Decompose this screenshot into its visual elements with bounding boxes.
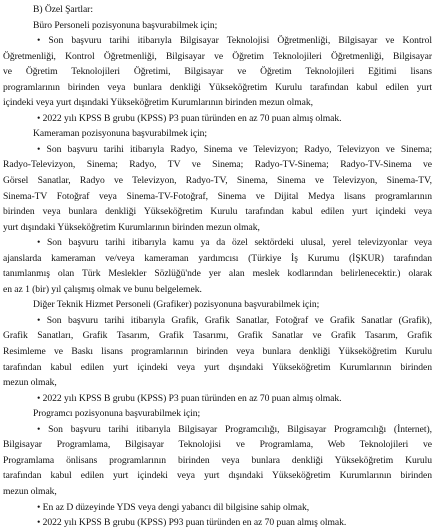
text-line: mezun olmak,	[3, 377, 57, 389]
text-line: tarafından kabul edilen yurt içindeki veya yurt dışındaki Yükseköğretim Kurumlarının birinden	[3, 470, 432, 482]
text-line: • Son başvuru tarihi itibarıyla Radyo, Sinema ve Televizyon; Radyo, Televizyon ve Sinema;	[37, 143, 432, 155]
document-body	[3, 18, 432, 531]
text-line: tarafından kabul edilen yurt içindeki veya yurt dışındaki Yükseköğretim Kurumlarının birinden	[3, 361, 432, 373]
text-line: • Son başvuru tarihi itibarıyla Grafik, Grafik Sanatlar, Fotoğraf ve Grafik Sanatlar (Grafik),	[37, 314, 432, 326]
text-line: ajanslarda kameraman ve/veya kameraman yardımcısı (Türkiye İş Kurumu (İŞKUR) tarafından	[3, 252, 432, 264]
text-line: içindeki veya yurt dışındaki Yükseköğretim Kurumlarının birinden mezun olmak,	[3, 97, 313, 109]
text-line: Radyo-Televizyon, Sinema; Radyo, TV ve Sinema; Radyo-TV-Sinema; Radyo-TV-Sinema ve	[3, 159, 432, 171]
text-line: Bilgisayar Programlama, Bilgisayar Teknolojisi ve Programlama, Web Teknolojileri ve	[3, 439, 432, 451]
text-line: Diğer Teknik Hizmet Personeli (Grafiker) pozisyonuna başvurabilmek için;	[33, 299, 320, 311]
text-line: Resimleme ve Baskı lisans programlarının birinden veya bunlara denkliği Yükseköğretim Kurulu	[3, 346, 432, 358]
text-line: Sinema-TV Fotoğraf veya Sinema-TV-Fotoğraf, Sinema ve Dijital Medya lisans programlarının	[3, 190, 432, 202]
text-line: yurt dışındaki Yükseköğretim Kurumlarının birinden mezun olmak,	[3, 221, 260, 233]
text-line: • Son başvuru tarihi itibarıyla Bilgisayar Teknolojisi Öğretmenliği, Bilgisayar ve Kontrol	[37, 35, 432, 47]
text-line: Grafik Sanatları, Grafik Tasarım, Grafik Tasarımı, Grafik Sanatlar ve Grafik Tasarım, Grafik	[3, 330, 432, 342]
text-line: • En az D düzeyinde YDS veya dengi yabancı dil bilgisine sahip olmak,	[37, 501, 310, 513]
text-line: ve Öğretim Teknolojileri Öğretimi, Bilgisayar ve Öğretim Teknolojileri Eğitimi lisans	[3, 66, 432, 78]
text-line: tanımlanmış olan Türk Meslekler Sözlüğü'nde yer alan meslek kodlarından belirlenecektir.) olarak	[3, 268, 432, 280]
text-line: Öğretmenliği, Kontrol Öğretmenliği, Bilgisayar ve Öğretim Teknolojileri Öğretmenliği, Bilgisayar	[3, 50, 432, 62]
text-line: • 2022 yılı KPSS B grubu (KPSS) P93 puan türünden en az 70 puan almış olmak.	[37, 517, 347, 529]
text-line: Programcı pozisyonuna başvurabilmek için;	[33, 408, 201, 420]
text-line: Programlama önlisans programlarının birinden veya bunlara denkliği Yükseköğretim Kurulu	[3, 454, 432, 466]
text-line: • Son başvuru tarihi itibarıyla Bilgisayar Programcılığı, Bilgisayar Programcılığı (İnternet),	[37, 423, 432, 435]
text-line: Büro Personeli pozisyonuna başvurabilmek için;	[33, 19, 218, 31]
section-heading: B) Özel Şartlar:	[33, 4, 93, 15]
text-line: Kameraman pozisyonuna başvurabilmek için;	[33, 128, 208, 140]
text-line: mezun olmak,	[3, 485, 57, 497]
text-line: en az 1 (bir) yıl çalışmış olmak ve bunu belgelemek.	[3, 283, 202, 295]
text-line: birinden veya bunlara denkliği Yükseköğretim Kurulu tarafından kabul edilen yurt içindeki veya	[3, 206, 432, 218]
text-line: programlarının birinden veya bunlara denkliği Yükseköğretim Kurulu tarafından kabul edilen yurt	[3, 81, 432, 93]
text-line: • 2022 yılı KPSS B grubu (KPSS) P3 puan türünden en az 70 puan almış olmak.	[37, 112, 342, 124]
text-line: • Son başvuru tarihi itibarıyla kamu ya da özel sektördeki ulusal, yerel televizyonlar veya	[37, 237, 432, 249]
text-line: • 2022 yılı KPSS B grubu (KPSS) P3 puan türünden en az 70 puan almış olmak.	[37, 392, 342, 404]
text-line: Görsel Sanatlar, Radyo ve Televizyon, Radyo-TV, Sinema, Sinema ve Televizyon, Sinema-TV,	[3, 175, 432, 187]
